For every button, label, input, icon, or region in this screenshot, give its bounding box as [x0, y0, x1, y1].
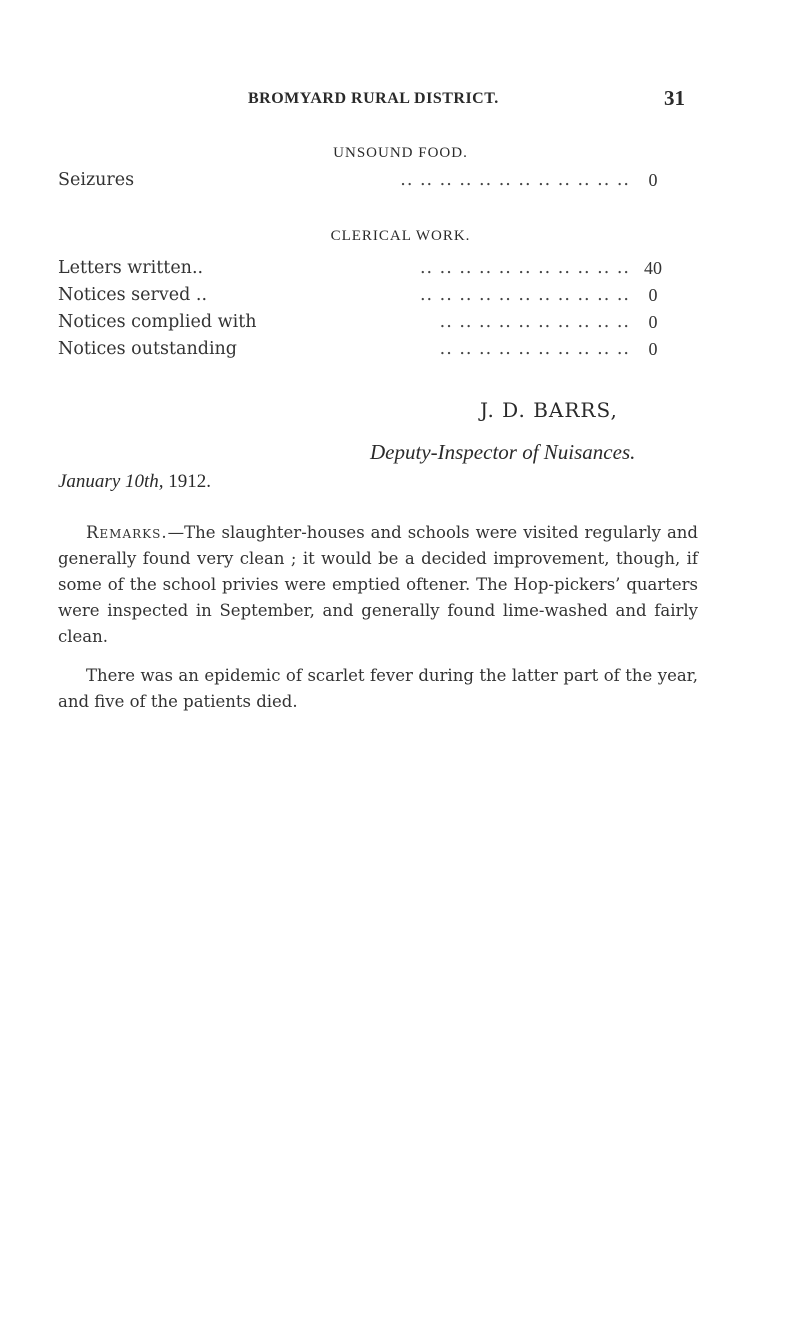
row-label: Seizures	[58, 170, 135, 190]
row-value: 0	[648, 312, 658, 332]
notices-outstanding-row	[58, 339, 670, 365]
signatory-title: Deputy-Inspector of Nuisances.	[370, 440, 636, 464]
dot-leader: .. .. .. .. .. .. .. .. .. .. ..	[419, 285, 630, 305]
signatory-name: J. D. BARRS,	[480, 398, 618, 422]
epidemic-paragraph: There was an epidemic of scarlet fever during the latter part of the year, and five of the patients died.	[58, 666, 698, 711]
row-value: 40	[644, 258, 662, 278]
section-heading-clerical-work: CLERICAL WORK.	[330, 228, 471, 244]
row-value: 0	[648, 170, 658, 190]
row-label: Notices outstanding	[58, 339, 238, 359]
date-line	[58, 471, 211, 493]
dot-leader: .. .. .. .. .. .. .. .. .. .. ..	[419, 258, 630, 278]
section-heading-unsound-food: UNSOUND FOOD.	[333, 145, 468, 161]
notices-complied-with-row	[58, 312, 670, 338]
row-value: 0	[648, 339, 658, 359]
date-day: 10th,	[125, 471, 164, 492]
row-label: Notices complied with	[58, 312, 257, 332]
seizures-row	[58, 170, 670, 196]
remarks-text: —The slaughter-houses and schools were visited regularly and generally found very clean ; it would be a decided improvement, though, if some of the school privies were emptied oftener. The Hop-pickers’ quarters were inspected in September, and generally found lime-washed and fairly clean.	[58, 523, 698, 646]
remarks-lead: Remarks.	[86, 523, 168, 542]
row-label: Notices served ..	[58, 285, 208, 305]
remarks-paragraph	[58, 520, 698, 650]
letters-written-row	[58, 258, 670, 284]
dot-leader: .. .. .. .. .. .. .. .. .. .. .. ..	[400, 170, 630, 190]
date-month: January	[58, 471, 121, 492]
dot-leader: .. .. .. .. .. .. .. .. .. ..	[439, 312, 630, 332]
date-year: 1912.	[168, 471, 212, 492]
dot-leader: .. .. .. .. .. .. .. .. .. ..	[439, 339, 630, 359]
row-label: Letters written..	[58, 258, 204, 278]
page-number: 31	[664, 86, 685, 110]
running-head: BROMYARD RURAL DISTRICT.	[248, 90, 499, 107]
row-value: 0	[648, 285, 658, 305]
notices-served-row	[58, 285, 670, 311]
